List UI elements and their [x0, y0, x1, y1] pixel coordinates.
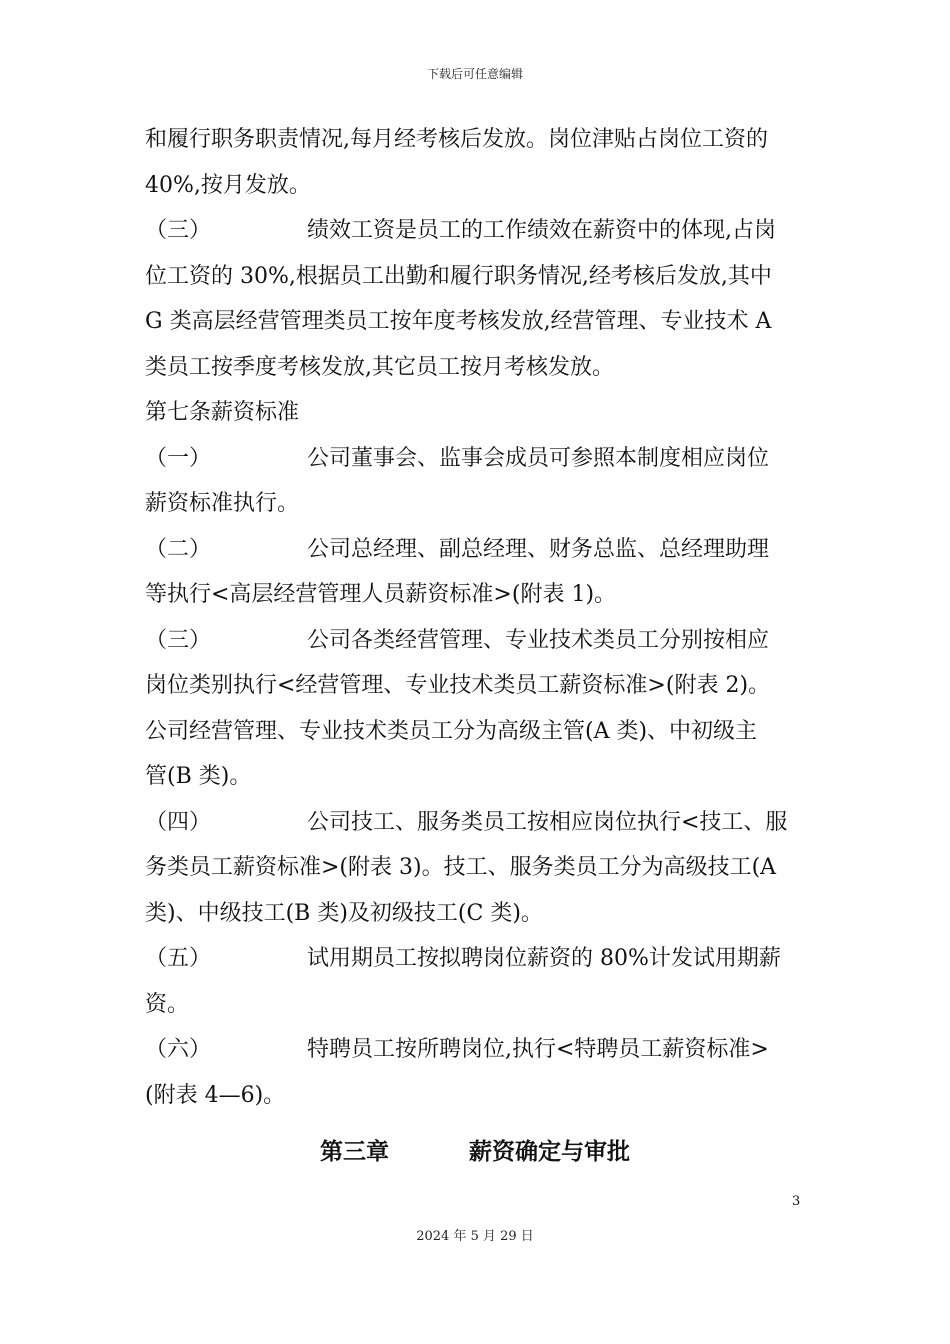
paragraph-line — [145, 163, 810, 209]
line-text: G 类高层经营管理类员工按年度考核发放,经营管理、专业技术 A — [145, 309, 772, 334]
paragraph-line — [145, 254, 810, 300]
line-text: 务类员工薪资标准>(附表 3)。技工、服务类员工分为高级技工(A — [145, 855, 777, 880]
item-label: （六） — [145, 1037, 212, 1062]
paragraph-line — [145, 527, 810, 573]
paragraph-line — [145, 618, 810, 664]
paragraph-line — [145, 800, 810, 846]
paragraph-line — [145, 754, 810, 800]
document-body — [145, 117, 810, 1118]
page-footer-date: 2024 年 5 月 29 日 — [416, 1229, 534, 1244]
chapter-title: 薪资确定与审批 — [469, 1139, 630, 1165]
paragraph-line — [145, 481, 810, 527]
line-text: 等执行<高层经营管理人员薪资标准>(附表 1)。 — [145, 582, 617, 607]
item-label: （四） — [145, 809, 212, 835]
item-label: （二） — [145, 536, 212, 562]
paragraph-line — [145, 845, 810, 891]
line-text: 管(B 类)。 — [145, 764, 252, 789]
paragraph-line — [145, 345, 810, 391]
line-text: 公司经营管理、专业技术类员工分为高级主管(A 类)、中初级主 — [145, 718, 758, 744]
line-text: 40%,按月发放。 — [145, 172, 311, 198]
chapter-number: 第三章 — [320, 1139, 389, 1165]
paragraph-line — [145, 709, 810, 755]
line-text: 类)、中级技工(B 类)及初级技工(C 类)。 — [145, 900, 543, 926]
item-label: （五） — [145, 946, 212, 971]
line-text: 位工资的 30%,根据员工出勤和履行职务情况,经考核后发放,其中 — [145, 263, 772, 289]
paragraph-line — [145, 1027, 810, 1073]
line-text: 类员工按季度考核发放,其它员工按月考核发放。 — [145, 354, 614, 380]
line-text: (附表 4—6)。 — [145, 1082, 286, 1108]
line-text: 特聘员工按所聘岗位,执行<特聘员工薪资标准> — [307, 1037, 769, 1062]
item-label: （一） — [145, 445, 212, 471]
item-label: （三） — [145, 218, 212, 243]
line-text: 试用期员工按拟聘岗位薪资的 80%计发试用期薪 — [307, 946, 781, 971]
paragraph-line — [145, 663, 810, 709]
paragraph-line — [145, 1073, 810, 1119]
line-text: 资。 — [145, 991, 190, 1017]
line-text: 公司技工、服务类员工按相应岗位执行<技工、服 — [307, 809, 788, 835]
paragraph-line — [145, 572, 810, 618]
line-text: 薪资标准执行。 — [145, 491, 300, 516]
line-text: 和履行职务职责情况,每月经考核后发放。岗位津贴占岗位工资的 — [145, 127, 768, 152]
paragraph-line — [145, 208, 810, 254]
paragraph-line — [145, 936, 810, 982]
line-text: 公司董事会、监事会成员可参照本制度相应岗位 — [307, 445, 770, 471]
article-heading — [145, 390, 810, 436]
line-text: 岗位类别执行<经营管理、专业技术类员工薪资标准>(附表 2)。 — [145, 673, 771, 698]
line-text: 公司总经理、副总经理、财务总监、总经理助理 — [307, 536, 770, 562]
paragraph-line — [145, 891, 810, 937]
paragraph-line — [145, 982, 810, 1028]
paragraph-line — [145, 436, 810, 482]
paragraph-line — [145, 117, 810, 163]
line-text: 第七条薪资标准 — [145, 400, 300, 425]
line-text: 公司各类经营管理、专业技术类员工分别按相应 — [307, 627, 770, 653]
line-text: 绩效工资是员工的工作绩效在薪资中的体现,占岗 — [307, 218, 776, 243]
item-label: （三） — [145, 627, 212, 653]
page-header: 下载后可任意编辑 — [426, 67, 523, 81]
page-number: 3 — [792, 1194, 801, 1209]
paragraph-line — [145, 299, 810, 345]
chapter-heading — [0, 1130, 950, 1175]
